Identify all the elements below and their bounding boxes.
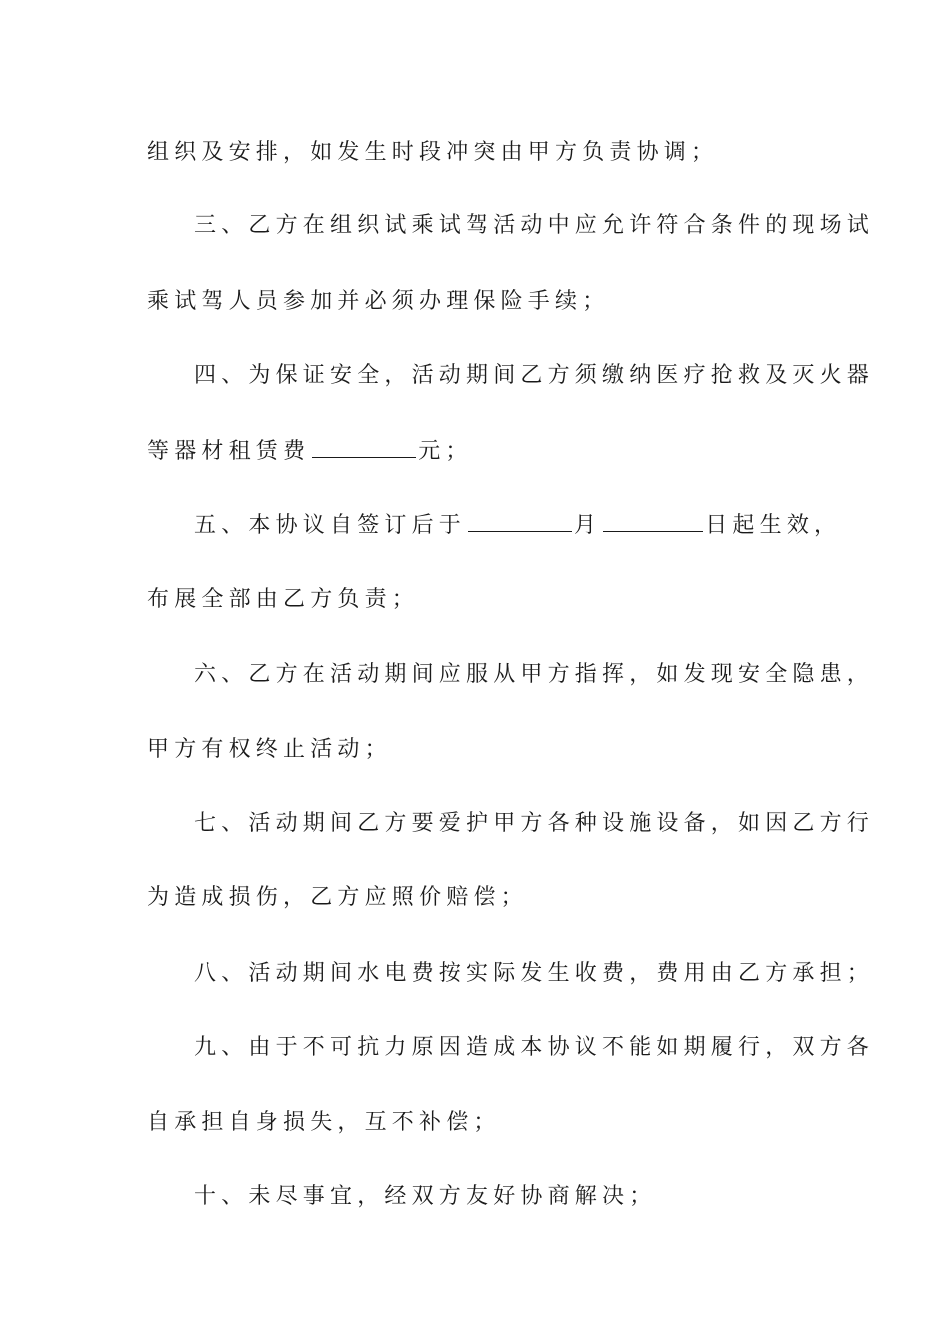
- fee-text-before: 等器材租赁费: [147, 439, 311, 464]
- clause-3-line-1: 三、乙方在组织试乘试驾活动中应允许符合条件的现场试: [194, 213, 875, 238]
- fee-text-after: 元；: [418, 439, 473, 464]
- clause-4-line-1: 四、为保证安全，活动期间乙方须缴纳医疗抢救及灭火器: [194, 363, 875, 388]
- clause-6-line-1: 六、乙方在活动期间应服从甲方指挥，如发现安全隐患，: [194, 662, 875, 687]
- clause-9-line-1: 九、由于不可抗力原因造成本协议不能如期履行，双方各: [194, 1035, 875, 1060]
- day-blank[interactable]: [603, 505, 703, 532]
- month-blank[interactable]: [468, 505, 572, 532]
- clause-9-line-2: 自承担自身损失，互不补偿；: [147, 1110, 501, 1135]
- paragraph-line: 组织及安排，如发生时段冲突由甲方负责协调；: [147, 140, 719, 165]
- fee-amount-blank[interactable]: [312, 431, 416, 458]
- clause-10-line-1: 十、未尽事宜，经双方友好协商解决；: [194, 1184, 657, 1209]
- clause-3-line-2: 乘试驾人员参加并必须办理保险手续；: [147, 289, 610, 314]
- clause-4-line-2: [147, 431, 807, 471]
- date-text-before: 五、本协议自签订后于: [194, 513, 467, 538]
- clause-6-line-2: 甲方有权终止活动；: [147, 737, 392, 762]
- clause-7-line-1: 七、活动期间乙方要爱护甲方各种设施设备，如因乙方行: [194, 811, 875, 836]
- clause-7-line-2: 为造成损伤，乙方应照价赔偿；: [147, 885, 528, 910]
- clause-5-line-2: 布展全部由乙方负责；: [147, 587, 420, 612]
- clause-5-line-1: [194, 505, 854, 545]
- date-text-month: 月: [574, 513, 602, 538]
- date-text-after: 日起生效，: [705, 513, 842, 538]
- clause-8-line-1: 八、活动期间水电费按实际发生收费，费用由乙方承担；: [194, 961, 875, 986]
